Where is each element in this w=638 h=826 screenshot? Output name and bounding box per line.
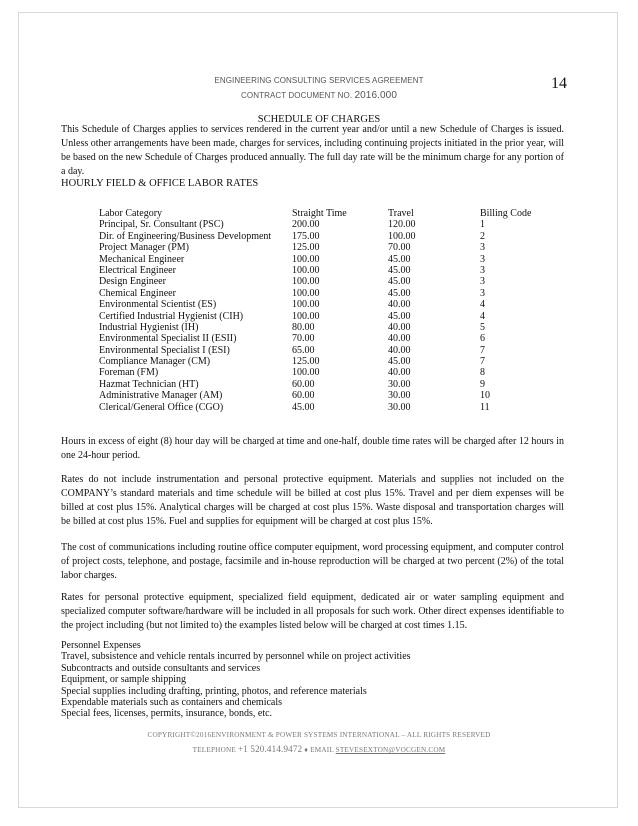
rate-travel: 40.00 <box>388 344 411 356</box>
rate-straight-time: 100.00 <box>292 310 320 322</box>
rate-straight-time: 70.00 <box>292 333 315 345</box>
personnel-expenses-list <box>61 640 411 720</box>
rate-straight-time: 175.00 <box>292 230 320 242</box>
header-contract-number: 2016.000 <box>354 90 397 101</box>
rate-straight-time: 100.00 <box>292 264 320 276</box>
rate-straight-time: 100.00 <box>292 253 320 265</box>
list-item: Special supplies including drafting, printing, photos, and reference materials <box>61 685 367 697</box>
rate-category: Environmental Specialist I (ESI) <box>99 344 230 356</box>
rate-category: Environmental Specialist II (ESII) <box>99 333 237 345</box>
rate-billing-code: 1 <box>480 219 485 231</box>
rate-billing-code: 7 <box>480 356 485 368</box>
rate-billing-code: 3 <box>480 287 485 299</box>
rate-travel: 45.00 <box>388 356 411 368</box>
rate-billing-code: 3 <box>480 242 485 254</box>
rate-category: Electrical Engineer <box>99 264 176 276</box>
intro-paragraph: This Schedule of Charges applies to services rendered in the current year and/or until a new Schedule of Charges is issued. Unless other arrangements have been made, charges for services, including continuing projects initiated in the prior year, will be based on the new Schedule of Charges produced annually. The full day rate will be the minimum charge for any portion of a day. <box>61 124 564 177</box>
rate-category: Project Manager (PM) <box>99 242 189 254</box>
rate-billing-code: 3 <box>480 276 485 288</box>
ppe-paragraph: Rates for personal protective equipment, specialized field equipment, dedicated air or water sampling equipment and specialized computer software/hardware will be included in all proposals for such work. Other direct expenses identifiable to the project including (but not limited to) the examples listed below will be charged at cost times 1.15. <box>61 592 564 631</box>
personnel-expenses-heading: Personnel Expenses <box>61 640 141 651</box>
rate-travel: 40.00 <box>388 299 411 311</box>
col-labor-category: Labor Category <box>99 208 163 219</box>
header-agreement-title: ENGINEERING CONSULTING SERVICES AGREEMENT <box>214 76 424 85</box>
rate-travel: 30.00 <box>388 390 411 402</box>
rate-travel: 30.00 <box>388 401 411 413</box>
rate-category: Principal, Sr. Consultant (PSC) <box>99 219 224 231</box>
rate-straight-time: 125.00 <box>292 242 320 254</box>
list-item: Equipment, or sample shipping <box>61 674 186 686</box>
rate-billing-code: 6 <box>480 333 485 345</box>
rates-heading: HOURLY FIELD & OFFICE LABOR RATES <box>61 178 259 189</box>
col-straight-time: Straight Time <box>292 208 347 219</box>
header-contract-line <box>0 90 638 101</box>
footer-contact <box>0 744 638 754</box>
page-number: 14 <box>551 75 567 92</box>
rate-category: Hazmat Technician (HT) <box>99 378 199 390</box>
rate-category: Design Engineer <box>99 276 166 288</box>
rate-travel: 40.00 <box>388 333 411 345</box>
rate-billing-code: 3 <box>480 253 485 265</box>
rate-travel: 45.00 <box>388 276 411 288</box>
footer-email-label: EMAIL <box>308 746 336 754</box>
rate-straight-time: 80.00 <box>292 321 315 333</box>
rate-category: Certified Industrial Hygienist (CIH) <box>99 310 244 322</box>
list-item: Travel, subsistence and vehicle rentals incurred by personnel while on project activities <box>61 651 411 663</box>
rate-category: Chemical Engineer <box>99 287 176 299</box>
rate-category: Dir. of Engineering/Business Development <box>99 230 272 242</box>
footer-telephone: +1 520.414.9472 <box>237 744 303 754</box>
rate-travel: 45.00 <box>388 287 411 299</box>
communications-paragraph: The cost of communications including routine office computer equipment, word processing equipment, and computer control of project costs, telephone, and postage, facsimile and in-house reproduction will be charged at two percent (2%) of the total labor charges. <box>61 542 564 581</box>
footer-telephone-label: TELEPHONE <box>192 746 238 754</box>
rate-travel: 100.00 <box>388 230 416 242</box>
rate-travel: 120.00 <box>388 219 416 231</box>
rate-travel: 45.00 <box>388 264 411 276</box>
rate-category: Foreman (FM) <box>99 367 159 379</box>
rate-category: Compliance Manager (CM) <box>99 356 211 368</box>
rate-straight-time: 200.00 <box>292 219 320 231</box>
rate-billing-code: 4 <box>480 299 485 311</box>
rate-billing-code: 8 <box>480 367 485 379</box>
rate-straight-time: 60.00 <box>292 390 315 402</box>
rate-straight-time: 100.00 <box>292 367 320 379</box>
rate-straight-time: 45.00 <box>292 401 315 413</box>
rate-billing-code: 2 <box>480 230 485 242</box>
rate-straight-time: 100.00 <box>292 299 320 311</box>
rate-straight-time: 60.00 <box>292 378 315 390</box>
rate-travel: 40.00 <box>388 321 411 333</box>
list-item: Expendable materials such as containers and chemicals <box>61 696 283 708</box>
col-travel: Travel <box>388 208 414 219</box>
header-contract-label: CONTRACT DOCUMENT NO. <box>241 91 355 100</box>
footer-copyright: COPYRIGHT©2016ENVIRONMENT & POWER SYSTEMS INTERNATIONAL – ALL RIGHTS RESERVED <box>147 731 491 739</box>
rate-billing-code: 4 <box>480 310 485 322</box>
rate-billing-code: 11 <box>480 401 490 413</box>
rate-billing-code: 10 <box>480 390 490 402</box>
rate-billing-code: 5 <box>480 321 485 333</box>
rate-travel: 40.00 <box>388 367 411 379</box>
rate-straight-time: 65.00 <box>292 344 315 356</box>
rate-category: Clerical/General Office (CGO) <box>99 401 224 413</box>
rate-category: Administrative Manager (AM) <box>99 390 223 402</box>
list-item: Special fees, licenses, permits, insurance, bonds, etc. <box>61 708 273 720</box>
footer-email-link[interactable]: STEVESEXTON@VOCGEN.COM <box>335 746 446 754</box>
col-billing-code: Billing Code <box>480 208 532 219</box>
overtime-paragraph: Hours in excess of eight (8) hour day will be charged at time and one-half, double time rates will be charged after 12 hours in one 24-hour period. <box>61 436 564 461</box>
rate-billing-code: 3 <box>480 264 485 276</box>
rate-category: Industrial Hygienist (IH) <box>99 321 199 333</box>
rate-billing-code: 7 <box>480 344 485 356</box>
list-item: Subcontracts and outside consultants and services <box>61 662 261 674</box>
rate-straight-time: 100.00 <box>292 276 320 288</box>
rates-exclusion-paragraph: Rates do not include instrumentation and personal protective equipment. Materials and supplies not included on the COMPANY’s standard materials and time schedule will be billed at cost plus 15%. Travel and per diem expenses will be billed at cost plus 15%. Analytical charges will be charged at cost plus 15%. Waste disposal and transportation charges will be billed at cost plus 15%. Fuel and supplies for equipment will be charged at cost plus 15%. <box>61 474 564 527</box>
rate-travel: 70.00 <box>388 242 411 254</box>
page-title: SCHEDULE OF CHARGES <box>257 114 381 125</box>
rate-travel: 45.00 <box>388 253 411 265</box>
rate-straight-time: 125.00 <box>292 356 320 368</box>
rate-travel: 45.00 <box>388 310 411 322</box>
diamond-icon: ♦ <box>304 746 309 754</box>
rate-straight-time: 100.00 <box>292 287 320 299</box>
rate-category: Environmental Scientist (ES) <box>99 299 217 311</box>
rate-billing-code: 9 <box>480 378 485 390</box>
rate-travel: 30.00 <box>388 378 411 390</box>
rate-category: Mechanical Engineer <box>99 253 185 265</box>
